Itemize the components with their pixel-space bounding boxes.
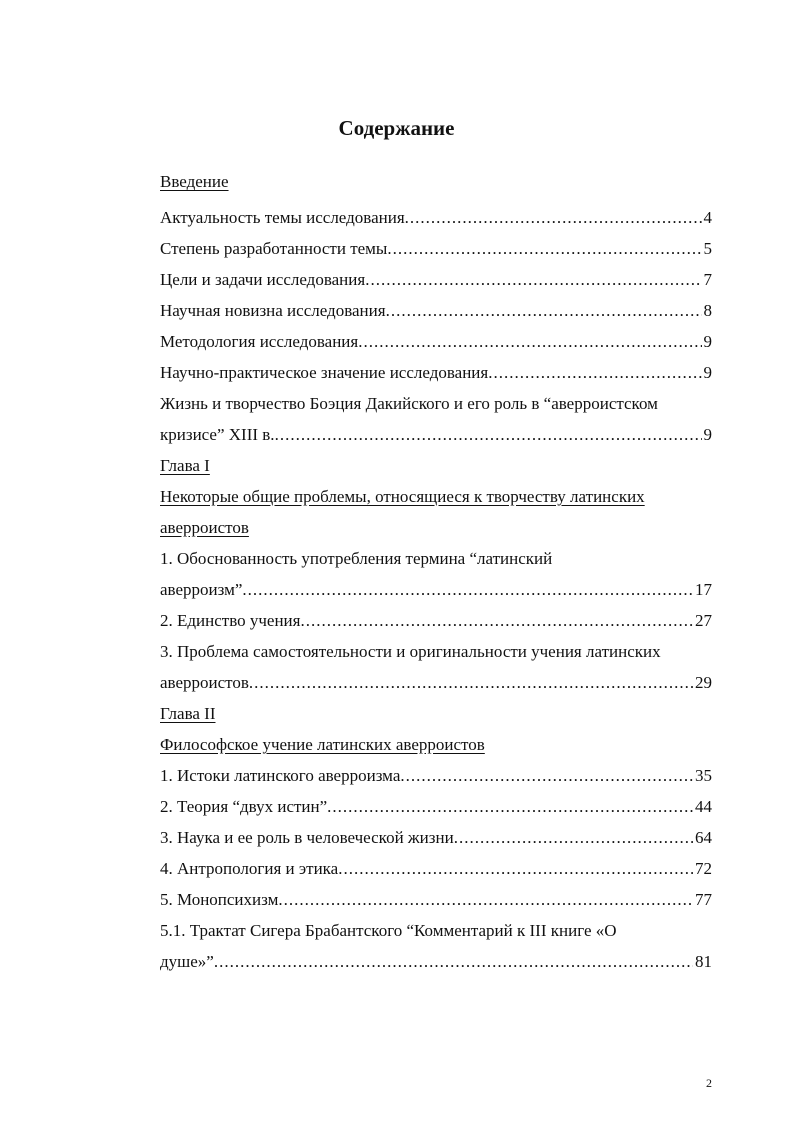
chapter-label: Глава II: [160, 704, 216, 723]
chapter-1-label-row: [160, 450, 712, 481]
intro-heading: Введение: [160, 172, 229, 191]
entry-text: 1. Истоки латинского аверроизма: [160, 766, 401, 785]
toc-entry: [160, 791, 712, 822]
leader-dots: [327, 791, 693, 822]
toc-entry: [160, 884, 712, 915]
entry-text: кризисе” XIII в.: [160, 425, 275, 444]
entry-text: Актуальность темы исследования: [160, 208, 405, 227]
entry-text: аверроизм”: [160, 580, 243, 599]
entry-page: 27: [695, 611, 712, 630]
toc-entry: [160, 264, 712, 295]
entry-text: 3. Наука и ее роль в человеческой жизни: [160, 828, 454, 847]
entry-text: аверроистов: [160, 673, 249, 692]
leader-dots: [400, 760, 693, 791]
toc-entry: [160, 295, 712, 326]
chapter-title: Некоторые общие проблемы, относящиеся к творчеству латинских: [160, 487, 645, 506]
entry-text: Научно-практическое значение исследования: [160, 363, 489, 382]
toc-entry: [160, 574, 712, 605]
chapter-label: Глава I: [160, 456, 210, 475]
toc-entry: [160, 946, 712, 977]
entry-page: 4: [703, 208, 712, 227]
toc-entry: [160, 822, 712, 853]
toc-entry: [160, 202, 712, 233]
entry-text: 5. Монопсихизм: [160, 890, 279, 909]
leader-dots: [249, 667, 693, 698]
chapter-2-title-row: [160, 729, 712, 760]
entry-text-line: 5.1. Трактат Сигера Брабантского “Комментарий к III книге «О: [160, 921, 617, 940]
entry-text: душе»”: [160, 952, 214, 971]
leader-dots: [275, 419, 702, 450]
entry-page: 9: [703, 363, 712, 382]
toc-entry: [160, 853, 712, 884]
entry-text: Методология исследования: [160, 332, 359, 351]
leader-dots: [387, 233, 701, 264]
entry-page: 72: [695, 859, 712, 878]
toc-entry: [160, 667, 712, 698]
entry-page: 9: [703, 425, 712, 444]
toc-entry: [160, 233, 712, 264]
chapter-title: Философское учение латинских аверроистов: [160, 735, 485, 754]
entry-text: Научная новизна исследования: [160, 301, 386, 320]
entry-page: 44: [695, 797, 712, 816]
entry-page: 7: [703, 270, 712, 289]
entry-text: Цели и задачи исследования: [160, 270, 366, 289]
toc-entry: [160, 419, 712, 450]
chapter-1-title-row: [160, 512, 712, 543]
entry-text-line: 1. Обоснованность употребления термина “латинский: [160, 549, 553, 568]
leader-dots: [300, 605, 693, 636]
entry-text-line: 3. Проблема самостоятельности и оригинальности учения латинских: [160, 642, 661, 661]
entry-page: 29: [695, 673, 712, 692]
entry-text: 2. Единство учения: [160, 611, 301, 630]
chapter-title: аверроистов: [160, 518, 249, 537]
chapter-2-label-row: [160, 698, 712, 729]
toc-entry: [160, 760, 712, 791]
chapter-1-title-row: [160, 481, 712, 512]
entry-text: 2. Теория “двух истин”: [160, 797, 328, 816]
table-of-contents: [160, 166, 712, 977]
leader-dots: [338, 853, 693, 884]
leader-dots: [242, 574, 693, 605]
leader-dots: [278, 884, 693, 915]
entry-text: 4. Антропология и этика: [160, 859, 339, 878]
entry-text: Степень разработанности темы: [160, 239, 388, 258]
entry-page: 77: [695, 890, 712, 909]
leader-dots: [488, 357, 701, 388]
leader-dots: [365, 264, 701, 295]
entry-page: 81: [695, 952, 712, 971]
entry-page: 17: [695, 580, 712, 599]
page-number: 2: [706, 1076, 712, 1090]
entry-page: 5: [703, 239, 712, 258]
toc-entry: [160, 357, 712, 388]
entry-page: 8: [703, 301, 712, 320]
entry-page: 35: [695, 766, 712, 785]
leader-dots: [405, 202, 702, 233]
leader-dots: [214, 946, 693, 977]
leader-dots: [454, 822, 693, 853]
page-title: Содержание: [338, 116, 455, 140]
entry-page: 64: [695, 828, 712, 847]
entry-text-line: Жизнь и творчество Боэция Дакийского и его роль в “аверроистском: [160, 394, 658, 413]
leader-dots: [358, 326, 701, 357]
leader-dots: [386, 295, 702, 326]
toc-entry: [160, 605, 712, 636]
entry-page: 9: [703, 332, 712, 351]
toc-entry: [160, 326, 712, 357]
